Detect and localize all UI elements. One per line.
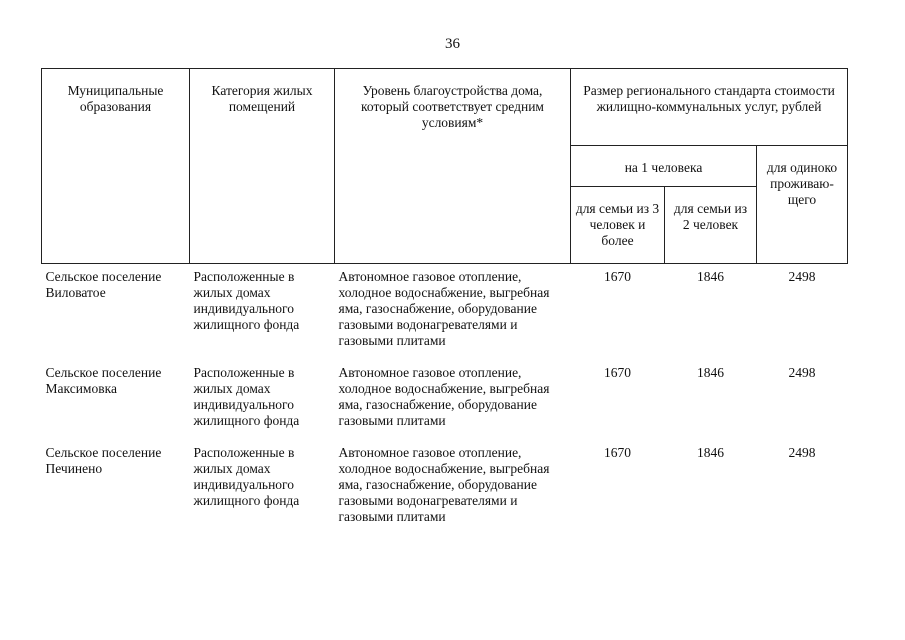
table-body [42,264,848,540]
cell-level: Автономное газовое отопление, холодное водоснабжение, выгребная яма, газоснабжение, оборудование газовыми плитами [338,365,550,428]
cell-level: Автономное газовое отопление, холодное водоснабжение, выгребная яма, газоснабжение, оборудование газовыми водонагревателями и газовыми плитами [338,445,550,524]
header-level: Уровень благоустройства дома, который соответствует средним условиям* [335,69,571,264]
standards-table [41,68,848,539]
cell-family-2: 1846 [697,269,724,284]
cell-family-2: 1846 [697,445,724,460]
cell-single: 2498 [788,365,816,380]
cell-category: Расположенные в жилых домах индивидуального жилищного фонда [193,445,300,508]
header-standard-size: Размер регионального стандарта стоимости жилищно-коммунальных услуг, рублей [571,69,848,146]
cell-municipality: Сельское поселение Максимовка [45,365,162,396]
cell-category: Расположенные в жилых домах индивидуального жилищного фонда [193,269,300,332]
header-per-person: на 1 человека [571,146,757,187]
table-header [42,69,848,264]
page-number: 36 [445,36,460,52]
cell-single: 2498 [788,445,816,460]
cell-single: 2498 [788,269,816,284]
table-row [42,363,848,443]
cell-municipality: Сельское поселение Виловатое [45,269,162,300]
header-category: Категория жилых помещений [190,69,335,264]
cell-family-2: 1846 [697,365,724,380]
cell-family-3: 1670 [604,269,631,284]
cell-family-3: 1670 [604,445,631,460]
header-single: для одиноко проживаю-щего [757,146,848,264]
table-row [42,264,848,364]
table-row [42,443,848,539]
header-family-3: для семьи из 3 человек и более [571,187,665,264]
header-family-2: для семьи из 2 человек [665,187,757,264]
cell-category: Расположенные в жилых домах индивидуального жилищного фонда [193,365,300,428]
cell-level: Автономное газовое отопление, холодное водоснабжение, выгребная яма, газоснабжение, оборудование газовыми водонагревателями и газовыми плитами [338,269,550,348]
cell-family-3: 1670 [604,365,631,380]
header-municipality: Муниципальные образования [42,69,190,264]
cell-municipality: Сельское поселение Печинено [45,445,162,476]
